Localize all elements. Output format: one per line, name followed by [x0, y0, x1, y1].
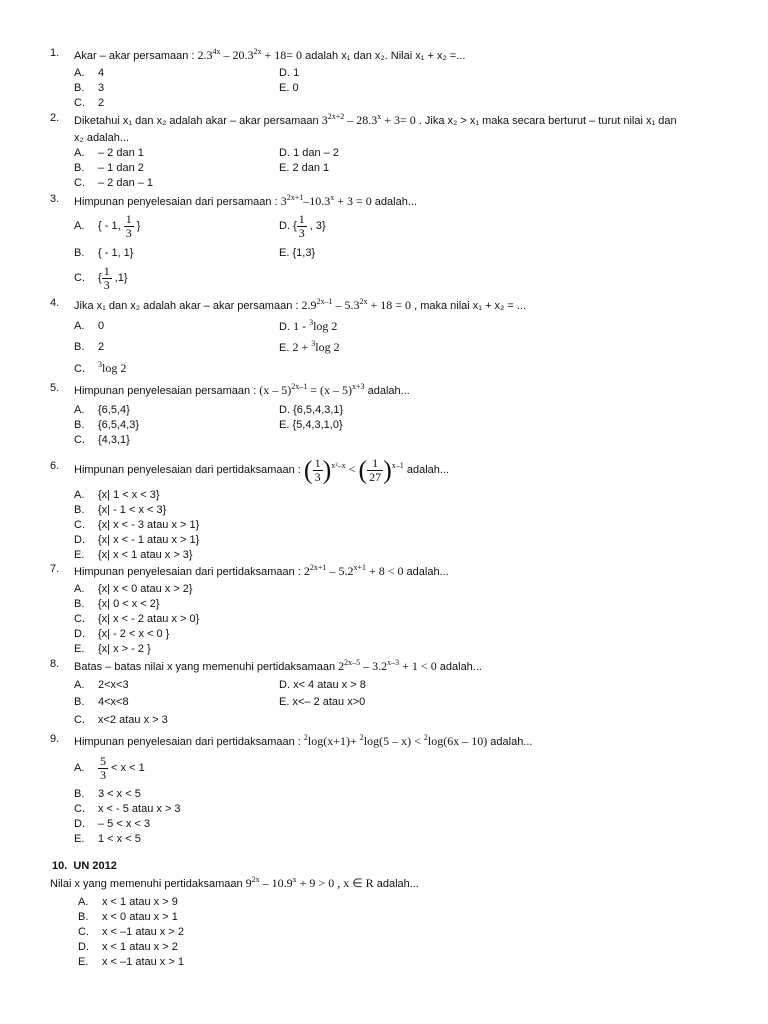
- option-e: E. {x| x < 1 atau x > 3}: [74, 549, 193, 561]
- option-c: C. {4,3,1}: [74, 434, 130, 446]
- question-text: Himpunan penyelesaian dari pertidaksamaan : ( $\frac{1}{3}$ )$^{x^2-x}$ < ( $\frac{1}{27}$ )$^{x-1}$ adalah...: [74, 455, 450, 485]
- question-number: 6.: [50, 460, 60, 472]
- option-a: A. 4: [74, 67, 105, 79]
- option-a: A. 0: [74, 320, 105, 332]
- question-text: Himpunan penyelesaian dari pertidaksamaan : $^2$log(x+1)+ $^2$log(5 – x) < $^2$log(6x – 10) adalah...: [74, 733, 533, 748]
- option-d: D. {x| - 2 < x < 0 }: [74, 628, 170, 640]
- question-text: Akar – akar persamaan : $2.3^{4x} - 20.3^{2x} + 18= 0$ adalah x₁ dan x₂. Nilai x₁ + x₂ =...: [74, 47, 466, 62]
- equation: $3^{2x+2} - 28.3^x + 3= 0$: [321, 112, 416, 127]
- option-c: C. {x| x < - 3 atau x > 1}: [74, 519, 200, 531]
- question-text: Himpunan penyelesaian dari pertidaksamaan : $2^{2x+1} - 5.2^{x+1} + 8 < 0$ adalah...: [74, 563, 449, 578]
- option-b: B. – 1 dan 2: [74, 162, 144, 174]
- option-c: C. {x| x < - 2 atau x > 0}: [74, 613, 200, 625]
- option-e: E. {5,4,3,1,0}: [279, 419, 343, 431]
- equation: $2^{2x-5} - 3.2^{x-3} + 1 < 0$: [338, 658, 437, 673]
- option-b: B. 2: [74, 341, 105, 353]
- option-b: B. {x| 0 < x < 2}: [74, 598, 160, 610]
- option-e: E. {x| x > - 2 }: [74, 643, 151, 655]
- question-number: 8.: [50, 658, 60, 670]
- option-a: A. – 2 dan 1: [74, 147, 144, 159]
- option-a: A. {6,5,4}: [74, 404, 130, 416]
- fraction: $\frac{1}{3}$: [103, 263, 110, 292]
- question-number: 1.: [50, 47, 60, 59]
- option-d: D. { $\frac{1}{3}$ , 3}: [279, 211, 326, 240]
- equation: $2.3^{4x} - 20.3^{2x} + 18= 0$: [197, 47, 303, 62]
- option-a: A. 2<x<3: [74, 679, 129, 691]
- option-b: B. x < 0 atau x > 1: [78, 911, 178, 923]
- equation: $2^{2x+1} - 5.2^{x+1} + 8 < 0$: [303, 563, 404, 578]
- option-d: D. 1: [279, 67, 300, 79]
- option-b: B. 4<x<8: [74, 696, 129, 708]
- option-e: E. 2 + $^3$log 2: [279, 339, 340, 354]
- option-e: E. 0: [279, 82, 299, 94]
- option-a: A. $\frac{5}{3}$ < x < 1: [74, 753, 145, 782]
- option-e: E. 1 < x < 5: [74, 833, 141, 845]
- option-e: E. {1,3}: [279, 247, 316, 259]
- option-c: C. x<2 atau x > 3: [74, 714, 168, 726]
- option-a: A. x < 1 atau x > 9: [78, 896, 178, 908]
- option-b: B. 3: [74, 82, 105, 94]
- option-c: C. x < - 5 atau x > 3: [74, 803, 181, 815]
- option-d: D. – 5 < x < 3: [74, 818, 150, 830]
- option-c: C. – 2 dan – 1: [74, 177, 154, 189]
- question-heading: 10. UN 2012: [52, 860, 117, 872]
- option-b: B. 3 < x < 5: [74, 788, 141, 800]
- question-text: Himpunan penyelesaian dari persamaan : $3^{2x+1}-10.3^x + 3 = 0$ adalah...: [74, 193, 418, 208]
- option-d: D. x< 4 atau x > 8: [279, 679, 366, 691]
- question-number: 5.: [50, 382, 60, 394]
- option-b: B. {6,5,4,3}: [74, 419, 139, 431]
- equation: $^2$log(x+1)+ $^2$log(5 – x) < $^2$log(6x – 10): [303, 733, 488, 748]
- option-d: D. x < 1 atau x > 2: [78, 941, 178, 953]
- fraction: $\frac{1}{3}$: [125, 211, 132, 240]
- fraction: $\frac{1}{3}$: [298, 211, 305, 240]
- option-e: E. x<– 2 atau x>0: [279, 696, 366, 708]
- equation: $2.9^{2x-1} - 5.3^{2x} + 18 = 0$: [301, 297, 412, 312]
- question-text: Diketahui x₁ dan x₂ adalah akar – akar persamaan $3^{2x+2} - 28.3^x + 3= 0$ . Jika x₂ > x₁ maka secara berturut – turut nilai x₁ dan x₂ adalah...: [74, 112, 677, 144]
- fraction: $\frac{5}{3}$: [100, 753, 106, 782]
- option-c: C. { $\frac{1}{3}$ ,1}: [74, 263, 128, 292]
- option-a: A. { - 1, $\frac{1}{3}$ }: [74, 211, 141, 240]
- question-number: 3.: [50, 193, 60, 205]
- option-d: D. {x| x < - 1 atau x > 1}: [74, 534, 200, 546]
- question-number: 7.: [50, 563, 60, 575]
- option-c: C. x < –1 atau x > 2: [78, 926, 184, 938]
- option-c: C. $^3$log 2: [74, 360, 127, 375]
- option-d: D. 1 dan – 2: [279, 147, 339, 159]
- equation: (x – 5)$^{2x-1}$ = (x – 5)$^{x+3}$: [259, 382, 365, 397]
- question-text: Nilai x yang memenuhi pertidaksamaan $9^{2x} - 10.9^x + 9 > 0$ , x ∈ R adalah...: [50, 875, 419, 890]
- option-d: D. {6,5,4,3,1}: [279, 404, 344, 416]
- option-d: D. 1 - $^3$log 2: [279, 318, 338, 333]
- question-number: 4.: [50, 297, 60, 309]
- question-number: 9.: [50, 733, 60, 745]
- option-a: A. {x| 1 < x < 3}: [74, 489, 160, 501]
- equation: $3^{2x+1}-10.3^x + 3 = 0$: [280, 193, 372, 208]
- equation: ( $\frac{1}{3}$ )$^{x^2-x}$ < ( $\frac{1}{27}$ )$^{x-1}$: [303, 455, 404, 485]
- question-number: 2.: [50, 112, 60, 124]
- question-text: Batas – batas nilai x yang memenuhi pertidaksamaan $2^{2x-5} - 3.2^{x-3} + 1 < 0$ adalah...: [74, 658, 482, 673]
- option-e: E. x < –1 atau x > 1: [78, 956, 184, 968]
- option-c: C. 2: [74, 97, 105, 109]
- question-text: Jika x₁ dan x₂ adalah akar – akar persamaan : $2.9^{2x-1} - 5.3^{2x} + 18 = 0$ , maka nilai x₁ + x₂ = ...: [74, 297, 527, 312]
- option-b: B. {x| - 1 < x < 3}: [74, 504, 167, 516]
- equation: $9^{2x} - 10.9^x + 9 > 0$ , x ∈ R: [245, 875, 374, 890]
- option-e: E. 2 dan 1: [279, 162, 330, 174]
- option-a: A. {x| x < 0 atau x > 2}: [74, 583, 193, 595]
- question-text: Himpunan penyelesaian persamaan : (x – 5)$^{2x-1}$ = (x – 5)$^{x+3}$ adalah...: [74, 382, 410, 397]
- option-b: B. { - 1, 1}: [74, 247, 134, 259]
